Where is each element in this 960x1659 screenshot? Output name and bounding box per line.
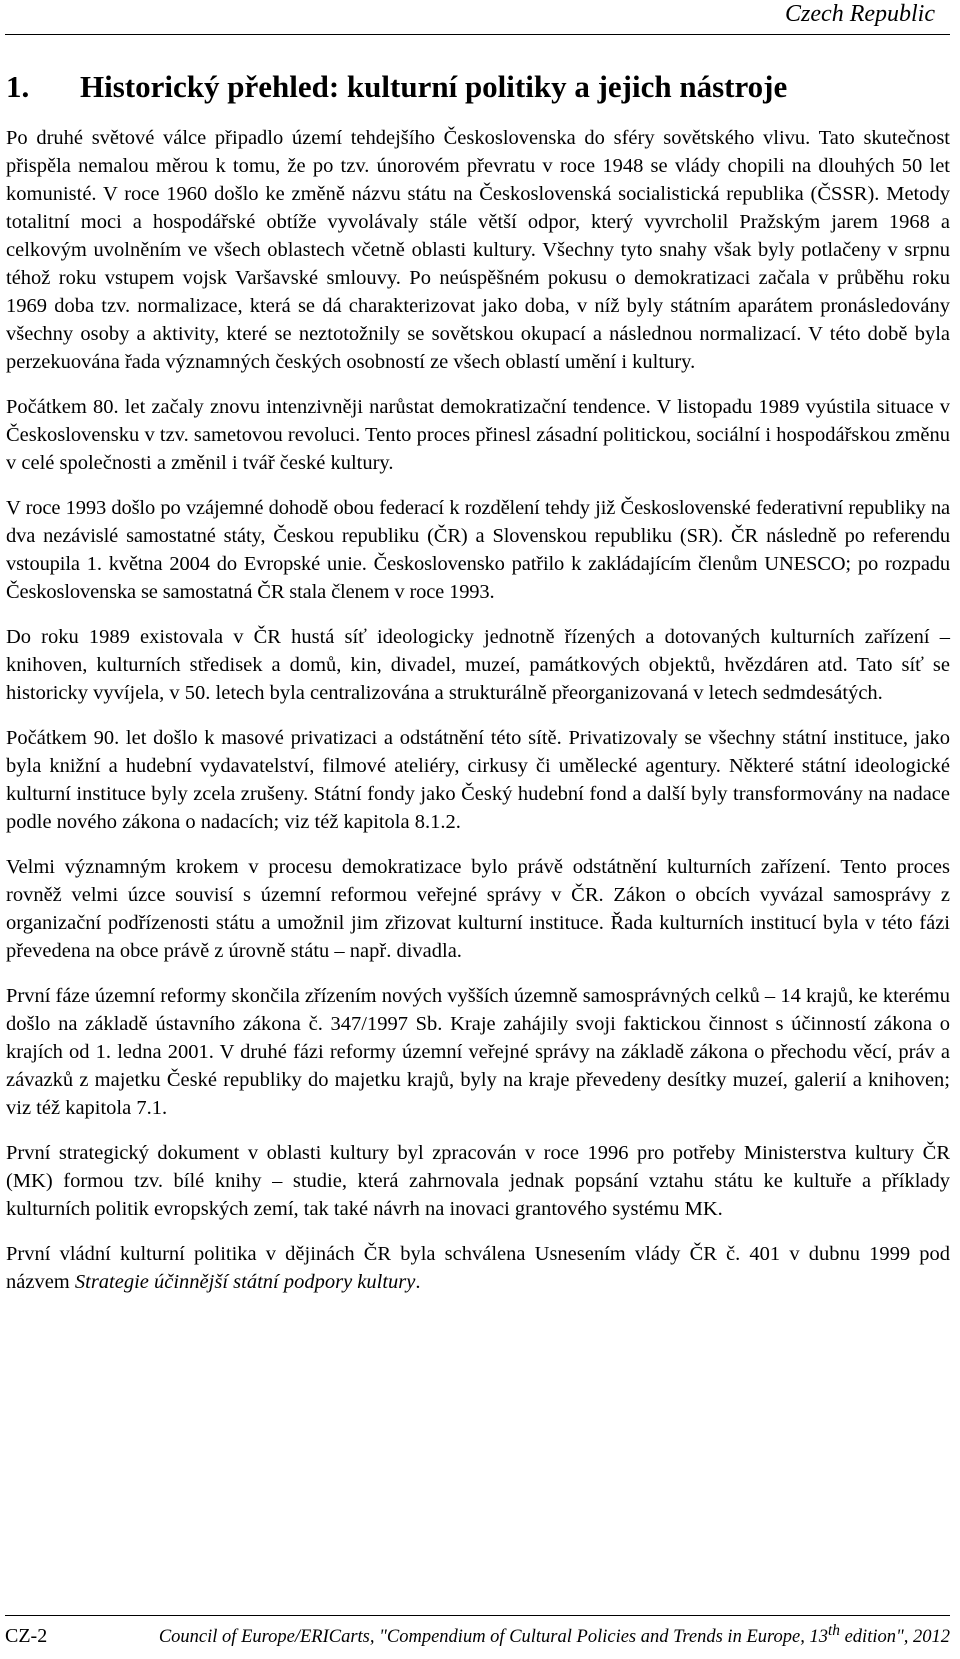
paragraph-split-1993: V roce 1993 došlo po vzájemné dohodě obou federací k rozdělení tehdy již Československé federativní republiky na dva nezávislé samostatné státy, Českou republiku (ČR) a Slovenskou republiku (SR). ČR následně po referendu vstoupila 1. května 2004 do Evropské unie. Československo patřilo k zakládajícím členům UNESCO; po rozpadu Československa se samostatná ČR stala členem v roce 1993. <box>6 497 950 603</box>
running-header-title: Czech Republic <box>785 1 935 27</box>
paragraph-velvet-revolution: Počátkem 80. let začaly znovu intenzivněji narůstat demokratizační tendence. V listopadu 1989 vyústila situace v Československu v tzv. sametovou revoluci. Tento proces přinesl zásadní politickou, sociální i hospodářskou změnu v celé společnosti a změnil i tvář české kultury. <box>6 396 950 474</box>
paragraph-territorial-reform: První fáze územní reformy skončila zřízením nových vyšších územně samosprávných celků – 14 krajů, ke kterému došlo na základě ústavního zákona č. 347/1997 Sb. Kraje zahájily svoji faktickou činnost s účinností zákona o krajích od 1. ledna 2001. V druhé fázi reformy územní veřejné správy na základě zákona o přechodu věcí, práv a závazků z majetku České republiky do majetku krajů, byly na kraje převedeny desítky muzeí, galerií a knihoven; viz též kapitola 7.1. <box>6 985 950 1119</box>
paragraph-government-policy <box>6 1240 950 1296</box>
citation-end: edition", 2012 <box>839 1627 950 1648</box>
paragraph-decentralization: Velmi významným krokem v procesu demokratizace bylo právě odstátnění kulturních zařízení. Tento proces rovněž velmi úzce souvisí s územní reformou veřejné správy v ČR. Zákon o obcích vyvázal samosprávy z organizační podřízenosti státu a umožnil jim zřizovat kulturní instituce. Řada kulturních institucí byla v této fázi převedena na obce právě z úrovně státu – např. divadla. <box>6 856 950 962</box>
citation-superscript: th <box>827 1622 840 1639</box>
paragraph-cultural-network: Do roku 1989 existovala v ČR hustá síť ideologicky jednotně řízených a dotovaných kulturních zařízení – knihoven, kulturních středisek a domů, kin, divadel, muzeí, památkových objektů, hvězdáren atd. Tato síť se historicky vyvíjela, v 50. letech byla centralizována a strukturálně přeorganizovaná v letech sedmdesátých. <box>6 626 950 704</box>
page-number: CZ-2 <box>5 1625 48 1648</box>
footer-divider <box>5 1615 950 1616</box>
footer-citation <box>159 1622 950 1648</box>
header-divider <box>5 34 950 35</box>
citation-text: Council of Europe/ERICarts, "Compendium of Cultural Policies and Trends in Europe, 13 <box>158 1627 828 1648</box>
section-number: 1. <box>6 69 30 104</box>
document-body <box>6 68 950 1313</box>
section-heading <box>6 68 950 106</box>
paragraph-privatization: Počátkem 90. let došlo k masové privatizaci a odstátnění této sítě. Privatizovaly se všechny státní instituce, jako byla knižní a hudební vydavatelství, filmové ateliéry, cirkusy či umělecké agentury. Některé státní ideologické kulturní instituce byly zcela zrušeny. Státní fondy jako Český hudební fond a další byly transformovány na nadace podle nového zákona o nadacích; viz též kapitola 8.1.2. <box>6 727 950 833</box>
paragraph-postwar-history: Po druhé světové válce připadlo území tehdejšího Československa do sféry sovětského vlivu. Tato skutečnost přispěla nemalou měrou k tomu, že po tzv. únorovém převratu v roce 1948 se vlády chopili na dlouhých 50 let komunisté. V roce 1960 došlo ke změně názvu státu na Československá socialistická republika (ČSSR). Metody totalitní moci a hospodářské obtíže vyvolávaly stále větší odpor, který vyvrcholil Pražským jarem 1968 a celkovým uvolněním ve všech oblastech včetně oblasti kultury. Všechny tyto snahy však byly potlačeny v srpnu téhož roku vstupem vojsk Varšavské smlouvy. Po neúspěšném pokusu o demokratizaci začala v průběhu roku 1969 doba tzv. normalizace, která se dá charakterizovat jako doba, v níž byly státním aparátem pronásledovány všechny osoby a aktivity, které se neztotožnily se sovětskou okupací a následnou normalizací. V této době byla perzekuována řada významných českých osobností ze všech oblastí umění i kultury. <box>6 127 950 373</box>
paragraph-white-paper: První strategický dokument v oblasti kultury byl zpracován v roce 1996 pro potřeby Ministerstva kultury ČR (MK) formou tzv. bílé knihy – studie, která zahrnovala jednak popsání vztahu státu ke kultuře a příklady kulturních politik evropských zemí, tak také návrh na inovaci grantového systému MK. <box>6 1142 950 1220</box>
government-policy-text: První vládní kulturní politika v dějinách ČR byla schválena Usnesením vlády ČR č. 401 v dubnu 1999 pod názvem <box>6 1243 950 1293</box>
page-footer <box>5 1622 950 1648</box>
section-title: Historický přehled: kulturní politiky a jejich nástroje <box>80 69 788 104</box>
strategy-title: Strategie účinnější státní podpory kultury <box>74 1271 416 1293</box>
sentence-end: . <box>415 1271 421 1293</box>
